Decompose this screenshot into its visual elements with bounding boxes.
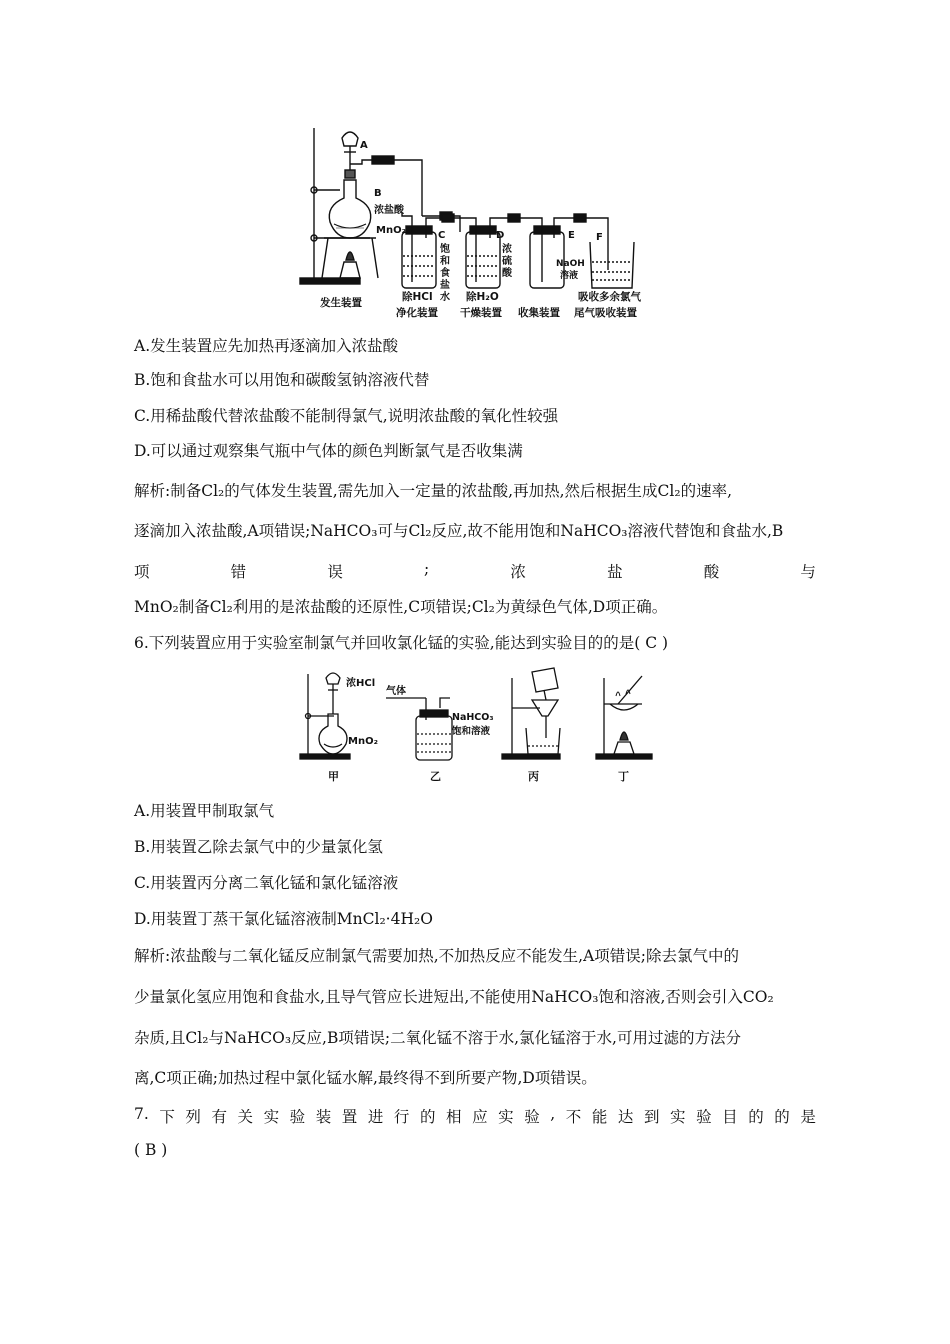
q7-stem-char: 关 <box>237 1108 254 1126</box>
q7-stem-char: 应 <box>472 1108 488 1126</box>
q7-stem <box>134 1105 816 1127</box>
q5-analysis-spread-line <box>134 560 816 582</box>
q7-stem-char: 相 <box>446 1108 462 1126</box>
fig2-mno2: MnO₂ <box>348 736 378 747</box>
caption-tail: 尾气吸收装置 <box>574 307 637 319</box>
label-h2so4-1: 浓 <box>502 244 512 255</box>
q7-stem-char: 列 <box>185 1108 201 1126</box>
caption-purify: 净化装置 <box>396 307 438 319</box>
label-f: F <box>596 232 603 243</box>
q6-option-c: C.用装置丙分离二氧化锰和氯化锰溶液 <box>134 874 399 892</box>
q7-stem-char: 的 <box>774 1108 790 1126</box>
fig2-caption-jia: 甲 <box>328 770 339 783</box>
label-sat-4: 盐 <box>440 280 450 291</box>
q7-stem-char: 目 <box>722 1108 738 1126</box>
q6-analysis-line-2: 少量氯化氢应用饱和食盐水,且导气管应长进短出,不能使用NaHCO₃饱和溶液,否则会引入CO₂ <box>134 988 774 1006</box>
label-e: E <box>568 230 575 241</box>
q7-stem-char: 实 <box>498 1108 514 1126</box>
label-b: B <box>374 188 382 199</box>
q5-option-d: D.可以通过观察集气瓶中气体的颜色判断氯气是否收集满 <box>134 442 523 460</box>
fig2-gas: 气体 <box>386 686 406 697</box>
q7-stem-char: 到 <box>643 1108 660 1126</box>
caption-remove-hcl: 除HCl <box>402 291 433 303</box>
spread-char: 项 <box>134 563 150 581</box>
label-solution: 溶液 <box>560 271 579 281</box>
q5-option-c: C.用稀盐酸代替浓盐酸不能制得氯气,说明浓盐酸的氧化性较强 <box>134 407 559 425</box>
q6-option-a: A.用装置甲制取氯气 <box>134 802 275 820</box>
caption-remove-h2o: 除H₂O <box>466 291 499 303</box>
label-conc-hcl: 浓盐酸 <box>374 205 404 216</box>
fig2-conc-hcl: 浓HCl <box>346 678 376 689</box>
q6-option-b: B.用装置乙除去氯气中的少量氯化氢 <box>134 838 383 856</box>
q7-stem-char: 验 <box>289 1108 306 1126</box>
q7-stem-char: 装 <box>315 1108 332 1126</box>
fig2-nahco3: NaHCO₃ <box>452 712 494 723</box>
spread-char: 错 <box>230 563 247 581</box>
q7-stem-char: , <box>550 1105 556 1123</box>
q6-option-d: D.用装置丁蒸干氯化锰溶液制MnCl₂·4H₂O <box>134 910 433 928</box>
caption-absorb: 吸收多余氯气 <box>578 291 641 303</box>
spread-char: 浓 <box>510 563 526 581</box>
spread-char: 与 <box>800 563 816 581</box>
q7-stem-char: 行 <box>393 1108 410 1126</box>
label-sat-2: 和 <box>440 256 450 267</box>
q7-stem-char: 实 <box>263 1108 280 1126</box>
manganese-chloride-apparatus-figure <box>296 664 668 790</box>
label-sat-5: 水 <box>440 292 450 303</box>
q7-stem-char: 是 <box>800 1108 816 1126</box>
label-h2so4-2: 硫 <box>502 256 512 267</box>
label-h2so4-3: 酸 <box>502 268 512 279</box>
q5-analysis-end: MnO₂制备Cl₂利用的是浓盐酸的还原性,C项错误;Cl₂为黄绿色气体,D项正确。 <box>134 598 668 616</box>
chlorine-apparatus-figure <box>290 120 670 325</box>
q7-stem-char: 进 <box>367 1108 384 1126</box>
caption-generator: 发生装置 <box>320 297 362 309</box>
fig2-caption-bing: 丙 <box>528 770 539 783</box>
fig2-sat-sol: 饱和溶液 <box>452 726 491 737</box>
q6-analysis-line-3: 杂质,且Cl₂与NaHCO₃反应,B项错误;二氧化锰不溶于水,氯化锰溶于水,可用过滤的方法分 <box>134 1029 741 1047</box>
q7-stem-char: 实 <box>670 1108 686 1126</box>
q7-stem-char: 验 <box>696 1108 712 1126</box>
label-mno2: MnO₂ <box>376 225 406 236</box>
label-d: D <box>496 230 505 241</box>
q5-option-a: A.发生装置应先加热再逐滴加入浓盐酸 <box>134 337 399 355</box>
fig2-caption-ding: 丁 <box>618 770 629 783</box>
q6-analysis-line-4: 离,C项正确;加热过程中氯化锰水解,最终得不到所要产物,D项错误。 <box>134 1069 597 1087</box>
label-c: C <box>438 230 446 241</box>
q5-analysis-line-1: 解析:制备Cl₂的气体发生装置,需先加入一定量的浓盐酸,再加热,然后根据生成Cl₂的速率, <box>134 482 732 500</box>
label-sat-3: 食 <box>440 268 450 279</box>
fig2-caption-yi: 乙 <box>430 770 441 783</box>
spread-char: 酸 <box>703 563 720 581</box>
q7-stem-char: 达 <box>617 1108 634 1126</box>
q7-stem-char: 下 <box>159 1108 175 1126</box>
q7-stem-char: 能 <box>591 1108 608 1126</box>
caption-collect: 收集装置 <box>518 307 560 319</box>
spread-char: ; <box>424 560 430 578</box>
q7-stem-char: 7. <box>134 1105 149 1123</box>
q7-stem-char: 不 <box>565 1108 582 1126</box>
q7-answer: ( B ) <box>134 1141 168 1159</box>
label-naoh: NaOH <box>556 259 585 269</box>
q7-stem-char: 验 <box>524 1108 540 1126</box>
spread-char: 盐 <box>607 563 623 581</box>
q7-stem-char: 的 <box>748 1108 764 1126</box>
q6-stem: 6.下列装置应用于实验室制氯气并回收氯化锰的实验,能达到实验目的的是( C ) <box>134 634 669 652</box>
q6-analysis-line-1: 解析:浓盐酸与二氧化锰反应制氯气需要加热,不加热反应不能发生,A项错误;除去氯气中的 <box>134 947 739 965</box>
q7-stem-char: 的 <box>419 1108 436 1126</box>
q7-stem-char: 置 <box>341 1108 358 1126</box>
q7-stem-char: 有 <box>211 1108 227 1126</box>
q5-analysis-line-2: 逐滴加入浓盐酸,A项错误;NaHCO₃可与Cl₂反应,故不能用饱和NaHCO₃溶液代替饱和食盐水,B <box>134 522 784 540</box>
label-a: A <box>360 140 368 151</box>
spread-char: 误 <box>327 563 343 581</box>
q5-option-b: B.饱和食盐水可以用饱和碳酸氢钠溶液代替 <box>134 371 430 389</box>
label-sat-1: 饱 <box>440 244 450 255</box>
caption-dry: 干燥装置 <box>460 307 502 319</box>
